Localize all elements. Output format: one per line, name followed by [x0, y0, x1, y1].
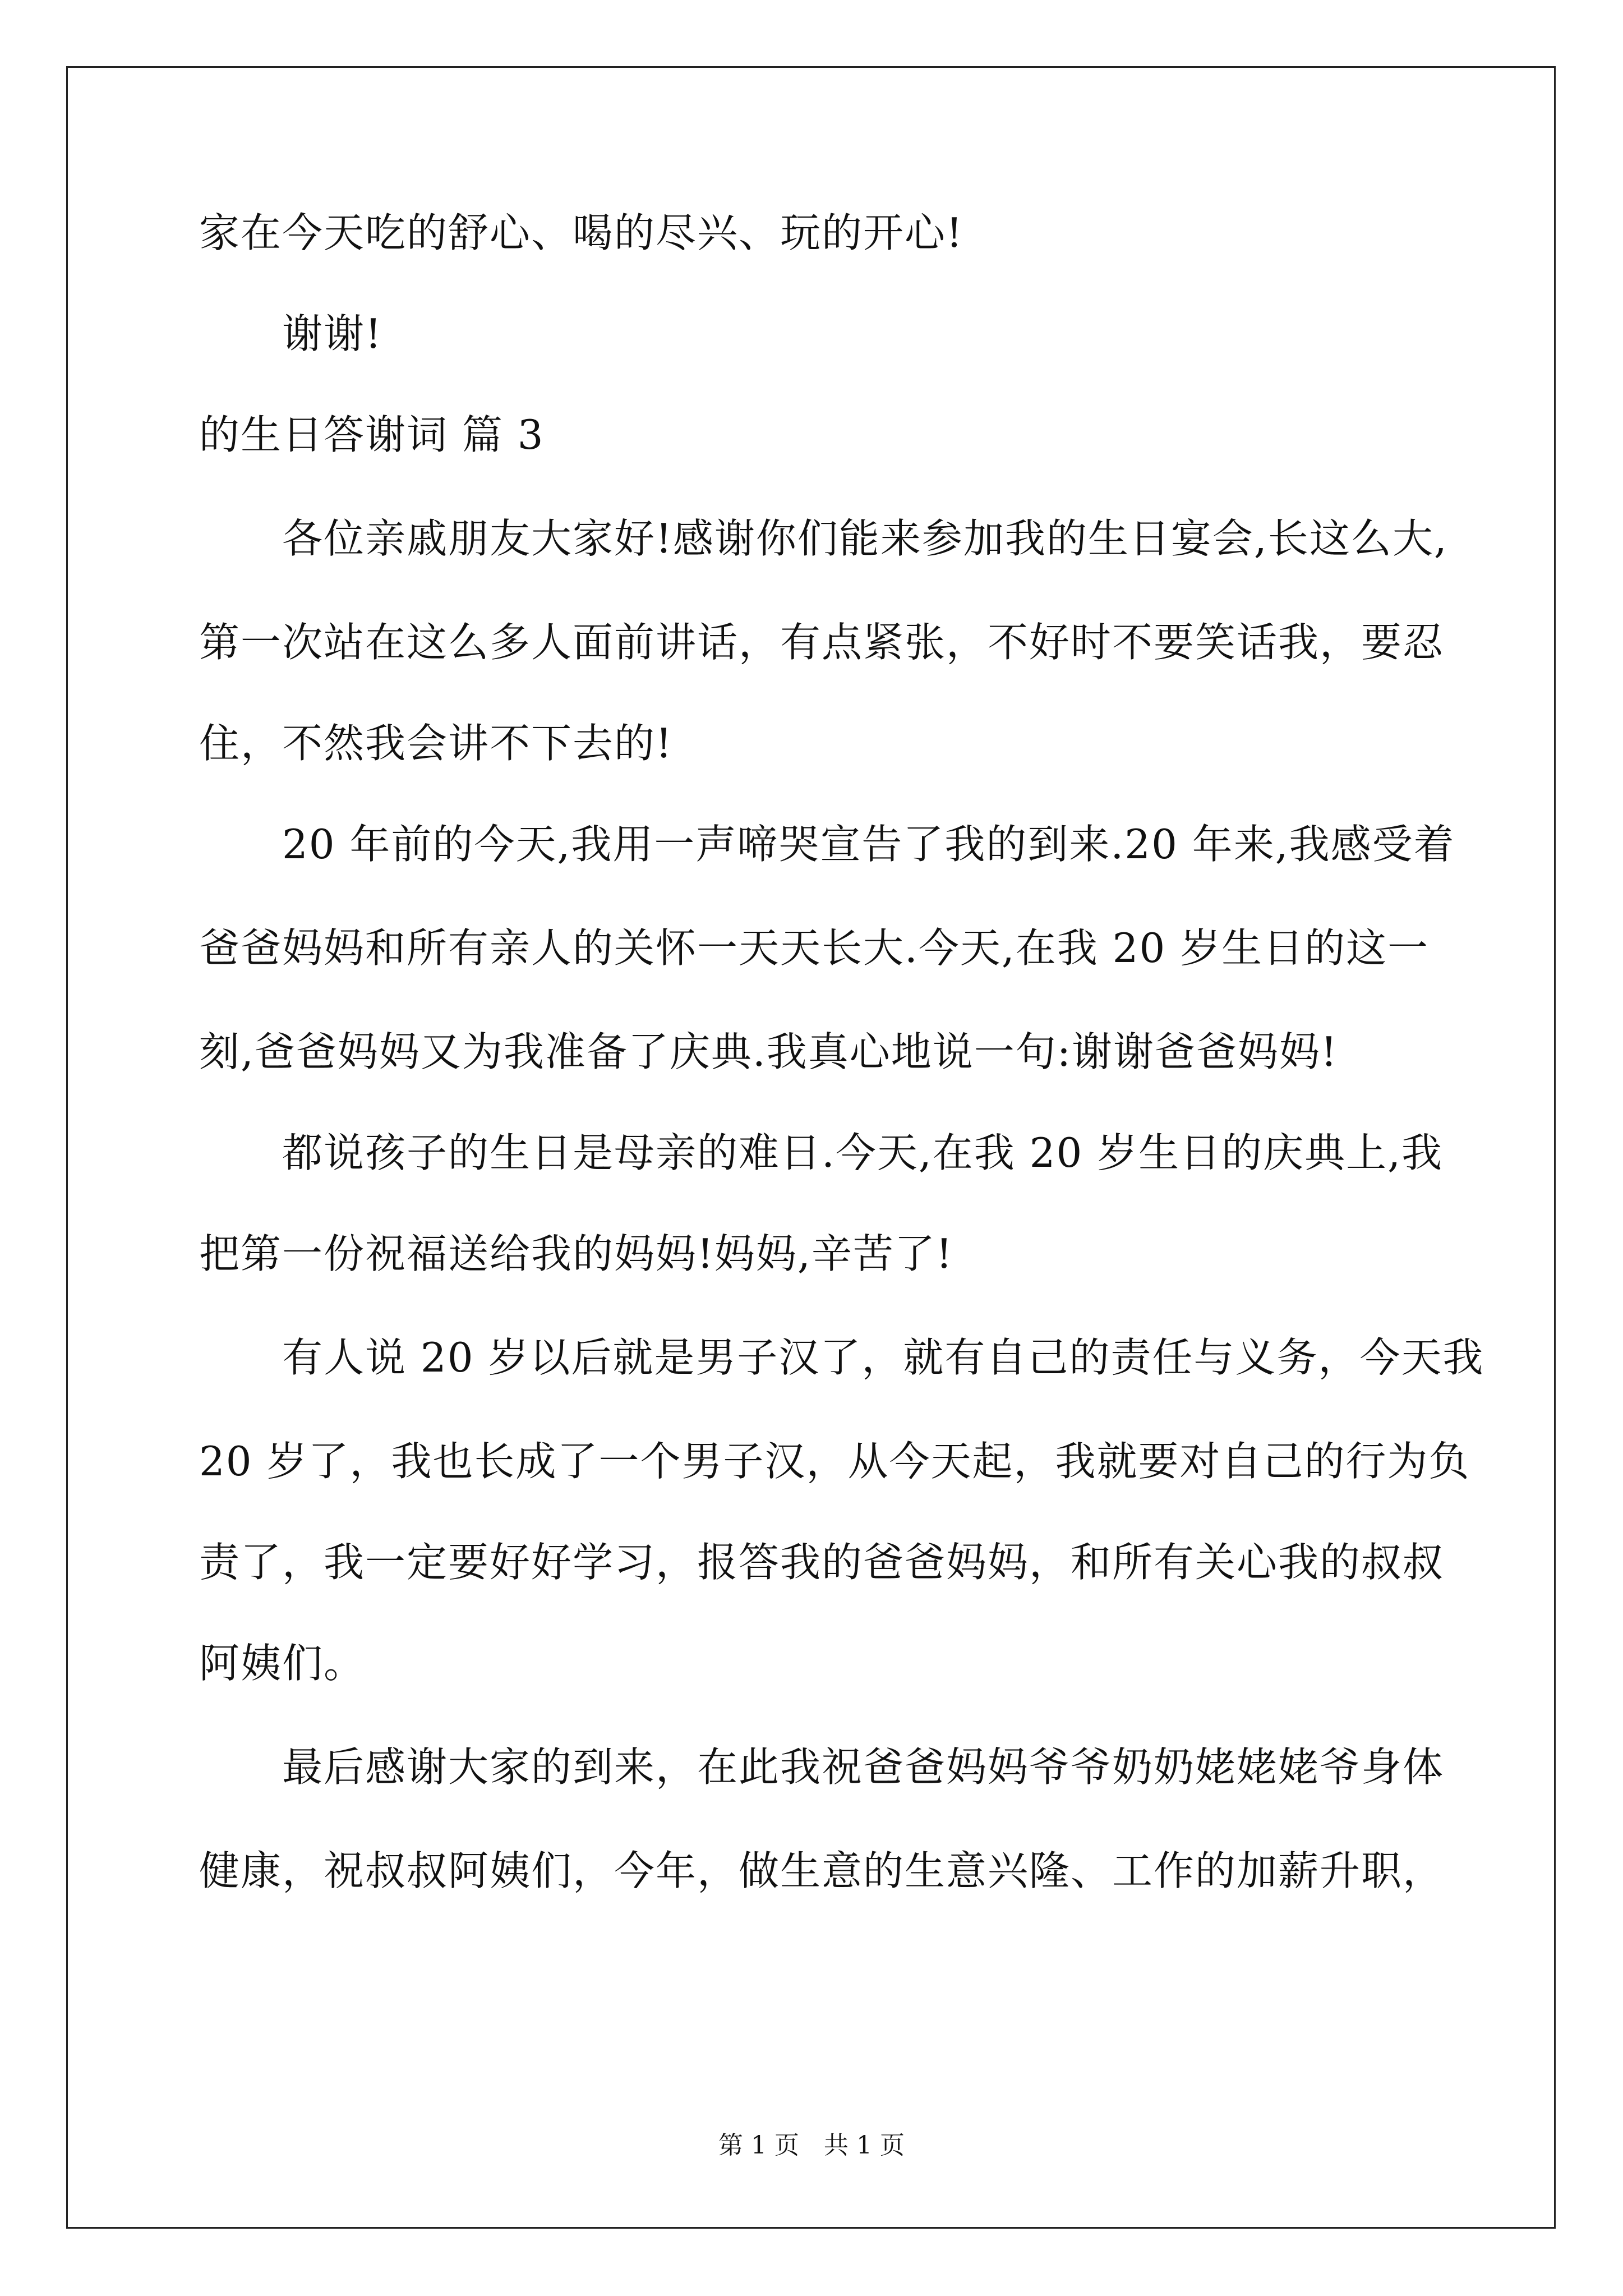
text-line: 家在今天吃的舒心、喝的尽兴、玩的开心!	[199, 209, 963, 256]
text-line: 最后感谢大家的到来，在此我祝爸爸妈妈爷爷奶奶姥姥姥爷身体	[199, 1743, 1445, 1791]
text-line: 有人说 20 岁以后就是男子汉了，就有自己的责任与义务，今天我	[199, 1334, 1484, 1381]
text-line: 20 年前的今天,我用一声啼哭宣告了我的到来.20 年来,我感受着	[199, 821, 1455, 868]
text-line: 谢谢!	[199, 310, 382, 357]
text-line: 责了，我一定要好好学习，报答我的爸爸妈妈，和所有关心我的叔叔	[199, 1539, 1445, 1586]
text-line: 把第一份祝福送给我的妈妈!妈妈,辛苦了!	[199, 1230, 953, 1277]
text-line: 爸爸妈妈和所有亲人的关怀一天天长大.今天,在我 20 岁生日的这一	[199, 924, 1430, 972]
text-line: 第一次站在这么多人面前讲话，有点紧张，不好时不要笑话我，要忍	[199, 619, 1445, 666]
text-line: 各位亲戚朋友大家好!感谢你们能来参加我的生日宴会,长这么大,	[199, 515, 1448, 562]
text-line: 20 岁了，我也长成了一个男子汉，从今天起，我就要对自己的行为负	[199, 1438, 1470, 1485]
text-line: 阿姨们。	[199, 1640, 366, 1687]
text-line: 健康，祝叔叔阿姨们，今年，做生意的生意兴隆、工作的加薪升职，	[199, 1847, 1445, 1894]
page-footer: 第 1 页 共 1 页	[718, 2131, 905, 2160]
section-heading: 的生日答谢词 篇 3	[199, 411, 545, 458]
text-line: 都说孩子的生日是母亲的难日.今天,在我 20 岁生日的庆典上,我	[199, 1129, 1444, 1176]
text-line: 刻,爸爸妈妈又为我准备了庆典.我真心地说一句:谢谢爸爸妈妈!	[199, 1028, 1338, 1075]
text-line: 住，不然我会讲不下去的!	[199, 720, 673, 767]
